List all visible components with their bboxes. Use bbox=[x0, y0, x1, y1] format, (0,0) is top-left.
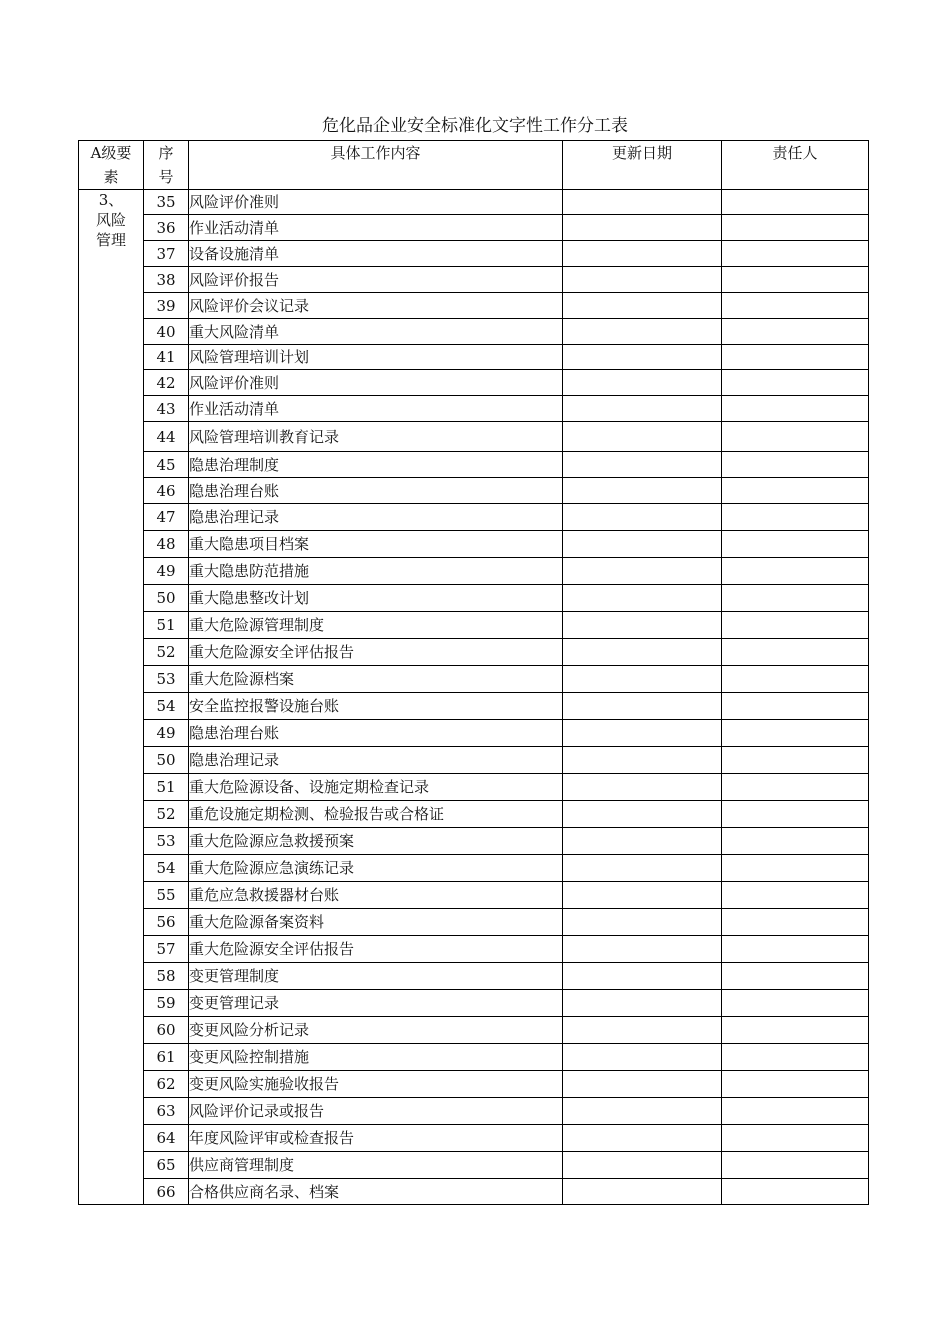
content-cell: 隐患治理记录 bbox=[189, 747, 563, 774]
owner-cell[interactable] bbox=[722, 370, 869, 396]
table-row bbox=[79, 909, 869, 936]
header-owner-label: 责任人 bbox=[772, 144, 818, 162]
seq-cell: 50 bbox=[144, 585, 189, 612]
owner-cell[interactable] bbox=[722, 1071, 869, 1098]
owner-cell[interactable] bbox=[722, 693, 869, 720]
table-row bbox=[79, 1179, 869, 1205]
table-row bbox=[79, 801, 869, 828]
seq-cell: 46 bbox=[144, 478, 189, 504]
content-cell: 风险评价准则 bbox=[189, 370, 563, 396]
table-row bbox=[79, 1044, 869, 1071]
table-row bbox=[79, 345, 869, 370]
content-cell: 重大危险源应急演练记录 bbox=[189, 855, 563, 882]
content-cell: 重大危险源备案资料 bbox=[189, 909, 563, 936]
seq-cell: 54 bbox=[144, 693, 189, 720]
seq-cell: 51 bbox=[144, 774, 189, 801]
content-cell: 重大隐患防范措施 bbox=[189, 558, 563, 585]
update-date-cell[interactable] bbox=[563, 990, 722, 1017]
table-row bbox=[79, 1125, 869, 1152]
seq-cell: 49 bbox=[144, 720, 189, 747]
update-date-cell[interactable] bbox=[563, 345, 722, 370]
owner-cell[interactable] bbox=[722, 504, 869, 531]
table-row bbox=[79, 422, 869, 452]
category-line3: 管理 bbox=[95, 231, 126, 249]
table-row bbox=[79, 666, 869, 693]
table-row bbox=[79, 774, 869, 801]
seq-cell: 64 bbox=[144, 1125, 189, 1152]
content-cell: 重大隐患项目档案 bbox=[189, 531, 563, 558]
content-cell: 变更管理记录 bbox=[189, 990, 563, 1017]
owner-cell[interactable] bbox=[722, 319, 869, 345]
update-date-cell[interactable] bbox=[563, 558, 722, 585]
owner-cell[interactable] bbox=[722, 267, 869, 293]
update-date-cell[interactable] bbox=[563, 828, 722, 855]
owner-cell[interactable] bbox=[722, 293, 869, 319]
content-cell: 安全监控报警设施台账 bbox=[189, 693, 563, 720]
seq-cell: 45 bbox=[144, 452, 189, 478]
owner-cell[interactable] bbox=[722, 1152, 869, 1179]
update-date-cell[interactable] bbox=[563, 319, 722, 345]
update-date-cell[interactable] bbox=[563, 293, 722, 319]
seq-cell: 65 bbox=[144, 1152, 189, 1179]
owner-cell[interactable] bbox=[722, 478, 869, 504]
table-row bbox=[79, 639, 869, 666]
header-owner bbox=[722, 141, 869, 190]
seq-cell: 48 bbox=[144, 531, 189, 558]
owner-cell[interactable] bbox=[722, 241, 869, 267]
table-row bbox=[79, 293, 869, 319]
seq-cell: 61 bbox=[144, 1044, 189, 1071]
owner-cell[interactable] bbox=[722, 747, 869, 774]
seq-cell: 62 bbox=[144, 1071, 189, 1098]
header-category-line1: A级要 bbox=[90, 144, 132, 162]
owner-cell[interactable] bbox=[722, 774, 869, 801]
owner-cell[interactable] bbox=[722, 936, 869, 963]
seq-cell: 50 bbox=[144, 747, 189, 774]
category-line2: 风险 bbox=[95, 211, 126, 229]
content-cell: 变更风险控制措施 bbox=[189, 1044, 563, 1071]
table-row bbox=[79, 855, 869, 882]
update-date-cell[interactable] bbox=[563, 215, 722, 241]
seq-cell: 63 bbox=[144, 1098, 189, 1125]
seq-cell: 47 bbox=[144, 504, 189, 531]
seq-cell: 37 bbox=[144, 241, 189, 267]
owner-cell[interactable] bbox=[722, 909, 869, 936]
owner-cell[interactable] bbox=[722, 828, 869, 855]
content-cell: 合格供应商名录、档案 bbox=[189, 1179, 563, 1205]
table-row bbox=[79, 963, 869, 990]
update-date-cell[interactable] bbox=[563, 267, 722, 293]
category-line1: 3、 bbox=[98, 191, 124, 209]
update-date-cell[interactable] bbox=[563, 774, 722, 801]
owner-cell[interactable] bbox=[722, 585, 869, 612]
update-date-cell[interactable] bbox=[563, 1071, 722, 1098]
owner-cell[interactable] bbox=[722, 1125, 869, 1152]
seq-cell: 60 bbox=[144, 1017, 189, 1044]
table-row bbox=[79, 319, 869, 345]
header-category-line2: 素 bbox=[103, 168, 119, 186]
update-date-cell[interactable] bbox=[563, 190, 722, 215]
header-seq-line2: 号 bbox=[158, 168, 174, 186]
content-cell: 重大隐患整改计划 bbox=[189, 585, 563, 612]
table-row bbox=[79, 720, 869, 747]
content-cell: 重大危险源安全评估报告 bbox=[189, 936, 563, 963]
owner-cell[interactable] bbox=[722, 452, 869, 478]
table-row bbox=[79, 1098, 869, 1125]
content-cell: 风险评价准则 bbox=[189, 190, 563, 215]
update-date-cell[interactable] bbox=[563, 855, 722, 882]
table-row bbox=[79, 267, 869, 293]
content-cell: 风险管理培训教育记录 bbox=[189, 422, 563, 452]
header-seq bbox=[144, 141, 189, 190]
update-date-cell[interactable] bbox=[563, 909, 722, 936]
seq-cell: 51 bbox=[144, 612, 189, 639]
table-row bbox=[79, 190, 869, 215]
update-date-cell[interactable] bbox=[563, 747, 722, 774]
seq-cell: 43 bbox=[144, 396, 189, 422]
table-row bbox=[79, 1152, 869, 1179]
content-cell: 供应商管理制度 bbox=[189, 1152, 563, 1179]
table-row bbox=[79, 396, 869, 422]
update-date-cell[interactable] bbox=[563, 1125, 722, 1152]
content-cell: 重大危险源设备、设施定期检查记录 bbox=[189, 774, 563, 801]
update-date-cell[interactable] bbox=[563, 241, 722, 267]
header-content-label: 具体工作内容 bbox=[330, 144, 421, 162]
content-cell: 重大危险源管理制度 bbox=[189, 612, 563, 639]
content-cell: 重大危险源档案 bbox=[189, 666, 563, 693]
table-row bbox=[79, 693, 869, 720]
update-date-cell[interactable] bbox=[563, 396, 722, 422]
seq-cell: 66 bbox=[144, 1179, 189, 1205]
content-cell: 设备设施清单 bbox=[189, 241, 563, 267]
update-date-cell[interactable] bbox=[563, 1044, 722, 1071]
table-row bbox=[79, 370, 869, 396]
owner-cell[interactable] bbox=[722, 190, 869, 215]
content-cell: 作业活动清单 bbox=[189, 215, 563, 241]
update-date-cell[interactable] bbox=[563, 963, 722, 990]
content-cell: 重危设施定期检测、检验报告或合格证 bbox=[189, 801, 563, 828]
seq-cell: 44 bbox=[144, 422, 189, 452]
owner-cell[interactable] bbox=[722, 396, 869, 422]
content-cell: 变更风险实施验收报告 bbox=[189, 1071, 563, 1098]
owner-cell[interactable] bbox=[722, 1179, 869, 1205]
update-date-cell[interactable] bbox=[563, 801, 722, 828]
owner-cell[interactable] bbox=[722, 531, 869, 558]
content-cell: 变更风险分析记录 bbox=[189, 1017, 563, 1044]
header-category bbox=[79, 141, 144, 190]
table-row bbox=[79, 504, 869, 531]
update-date-cell[interactable] bbox=[563, 666, 722, 693]
seq-cell: 36 bbox=[144, 215, 189, 241]
content-cell: 重危应急救援器材台账 bbox=[189, 882, 563, 909]
update-date-cell[interactable] bbox=[563, 452, 722, 478]
content-cell: 变更管理制度 bbox=[189, 963, 563, 990]
seq-cell: 35 bbox=[144, 190, 189, 215]
header-row bbox=[79, 141, 869, 190]
table-row bbox=[79, 241, 869, 267]
content-cell: 重大危险源安全评估报告 bbox=[189, 639, 563, 666]
seq-cell: 49 bbox=[144, 558, 189, 585]
table-row bbox=[79, 936, 869, 963]
seq-cell: 40 bbox=[144, 319, 189, 345]
header-seq-line1: 序 bbox=[158, 144, 174, 162]
table-row bbox=[79, 1071, 869, 1098]
table-row bbox=[79, 215, 869, 241]
update-date-cell[interactable] bbox=[563, 370, 722, 396]
content-cell: 隐患治理记录 bbox=[189, 504, 563, 531]
update-date-cell[interactable] bbox=[563, 720, 722, 747]
header-update-date bbox=[563, 141, 722, 190]
owner-cell[interactable] bbox=[722, 1098, 869, 1125]
update-date-cell[interactable] bbox=[563, 1017, 722, 1044]
seq-cell: 56 bbox=[144, 909, 189, 936]
seq-cell: 52 bbox=[144, 801, 189, 828]
content-cell: 作业活动清单 bbox=[189, 396, 563, 422]
seq-cell: 53 bbox=[144, 828, 189, 855]
content-cell: 风险评价记录或报告 bbox=[189, 1098, 563, 1125]
owner-cell[interactable] bbox=[722, 1044, 869, 1071]
update-date-cell[interactable] bbox=[563, 422, 722, 452]
table-row bbox=[79, 990, 869, 1017]
owner-cell[interactable] bbox=[722, 639, 869, 666]
seq-cell: 55 bbox=[144, 882, 189, 909]
update-date-cell[interactable] bbox=[563, 639, 722, 666]
seq-cell: 57 bbox=[144, 936, 189, 963]
seq-cell: 41 bbox=[144, 345, 189, 370]
update-date-cell[interactable] bbox=[563, 693, 722, 720]
content-cell: 重大风险清单 bbox=[189, 319, 563, 345]
update-date-cell[interactable] bbox=[563, 531, 722, 558]
update-date-cell[interactable] bbox=[563, 936, 722, 963]
table-row bbox=[79, 585, 869, 612]
seq-cell: 38 bbox=[144, 267, 189, 293]
table-row bbox=[79, 531, 869, 558]
owner-cell[interactable] bbox=[722, 1017, 869, 1044]
category-cell bbox=[79, 190, 144, 1205]
update-date-cell[interactable] bbox=[563, 882, 722, 909]
content-cell: 隐患治理台账 bbox=[189, 478, 563, 504]
header-update-date-label: 更新日期 bbox=[611, 144, 672, 162]
update-date-cell[interactable] bbox=[563, 1098, 722, 1125]
content-cell: 风险评价会议记录 bbox=[189, 293, 563, 319]
owner-cell[interactable] bbox=[722, 215, 869, 241]
update-date-cell[interactable] bbox=[563, 1152, 722, 1179]
seq-cell: 39 bbox=[144, 293, 189, 319]
owner-cell[interactable] bbox=[722, 612, 869, 639]
table-row bbox=[79, 558, 869, 585]
content-cell: 年度风险评审或检查报告 bbox=[189, 1125, 563, 1152]
content-cell: 隐患治理制度 bbox=[189, 452, 563, 478]
update-date-cell[interactable] bbox=[563, 585, 722, 612]
owner-cell[interactable] bbox=[722, 422, 869, 452]
owner-cell[interactable] bbox=[722, 345, 869, 370]
table-body bbox=[79, 190, 869, 1205]
seq-cell: 59 bbox=[144, 990, 189, 1017]
owner-cell[interactable] bbox=[722, 990, 869, 1017]
seq-cell: 53 bbox=[144, 666, 189, 693]
owner-cell[interactable] bbox=[722, 720, 869, 747]
header-content bbox=[189, 141, 563, 190]
work-division-table bbox=[78, 140, 869, 1205]
table-row bbox=[79, 747, 869, 774]
owner-cell[interactable] bbox=[722, 882, 869, 909]
table-row bbox=[79, 882, 869, 909]
owner-cell[interactable] bbox=[722, 963, 869, 990]
owner-cell[interactable] bbox=[722, 801, 869, 828]
update-date-cell[interactable] bbox=[563, 478, 722, 504]
content-cell: 风险管理培训计划 bbox=[189, 345, 563, 370]
table-row bbox=[79, 612, 869, 639]
seq-cell: 42 bbox=[144, 370, 189, 396]
update-date-cell[interactable] bbox=[563, 1179, 722, 1205]
content-cell: 隐患治理台账 bbox=[189, 720, 563, 747]
update-date-cell[interactable] bbox=[563, 612, 722, 639]
table-row bbox=[79, 452, 869, 478]
owner-cell[interactable] bbox=[722, 558, 869, 585]
table-row bbox=[79, 1017, 869, 1044]
table-row bbox=[79, 828, 869, 855]
seq-cell: 54 bbox=[144, 855, 189, 882]
update-date-cell[interactable] bbox=[563, 504, 722, 531]
table-row bbox=[79, 478, 869, 504]
owner-cell[interactable] bbox=[722, 666, 869, 693]
seq-cell: 52 bbox=[144, 639, 189, 666]
owner-cell[interactable] bbox=[722, 855, 869, 882]
content-cell: 风险评价报告 bbox=[189, 267, 563, 293]
page-title: 危化品企业安全标准化文字性工作分工表 bbox=[322, 116, 628, 136]
content-cell: 重大危险源应急救援预案 bbox=[189, 828, 563, 855]
seq-cell: 58 bbox=[144, 963, 189, 990]
